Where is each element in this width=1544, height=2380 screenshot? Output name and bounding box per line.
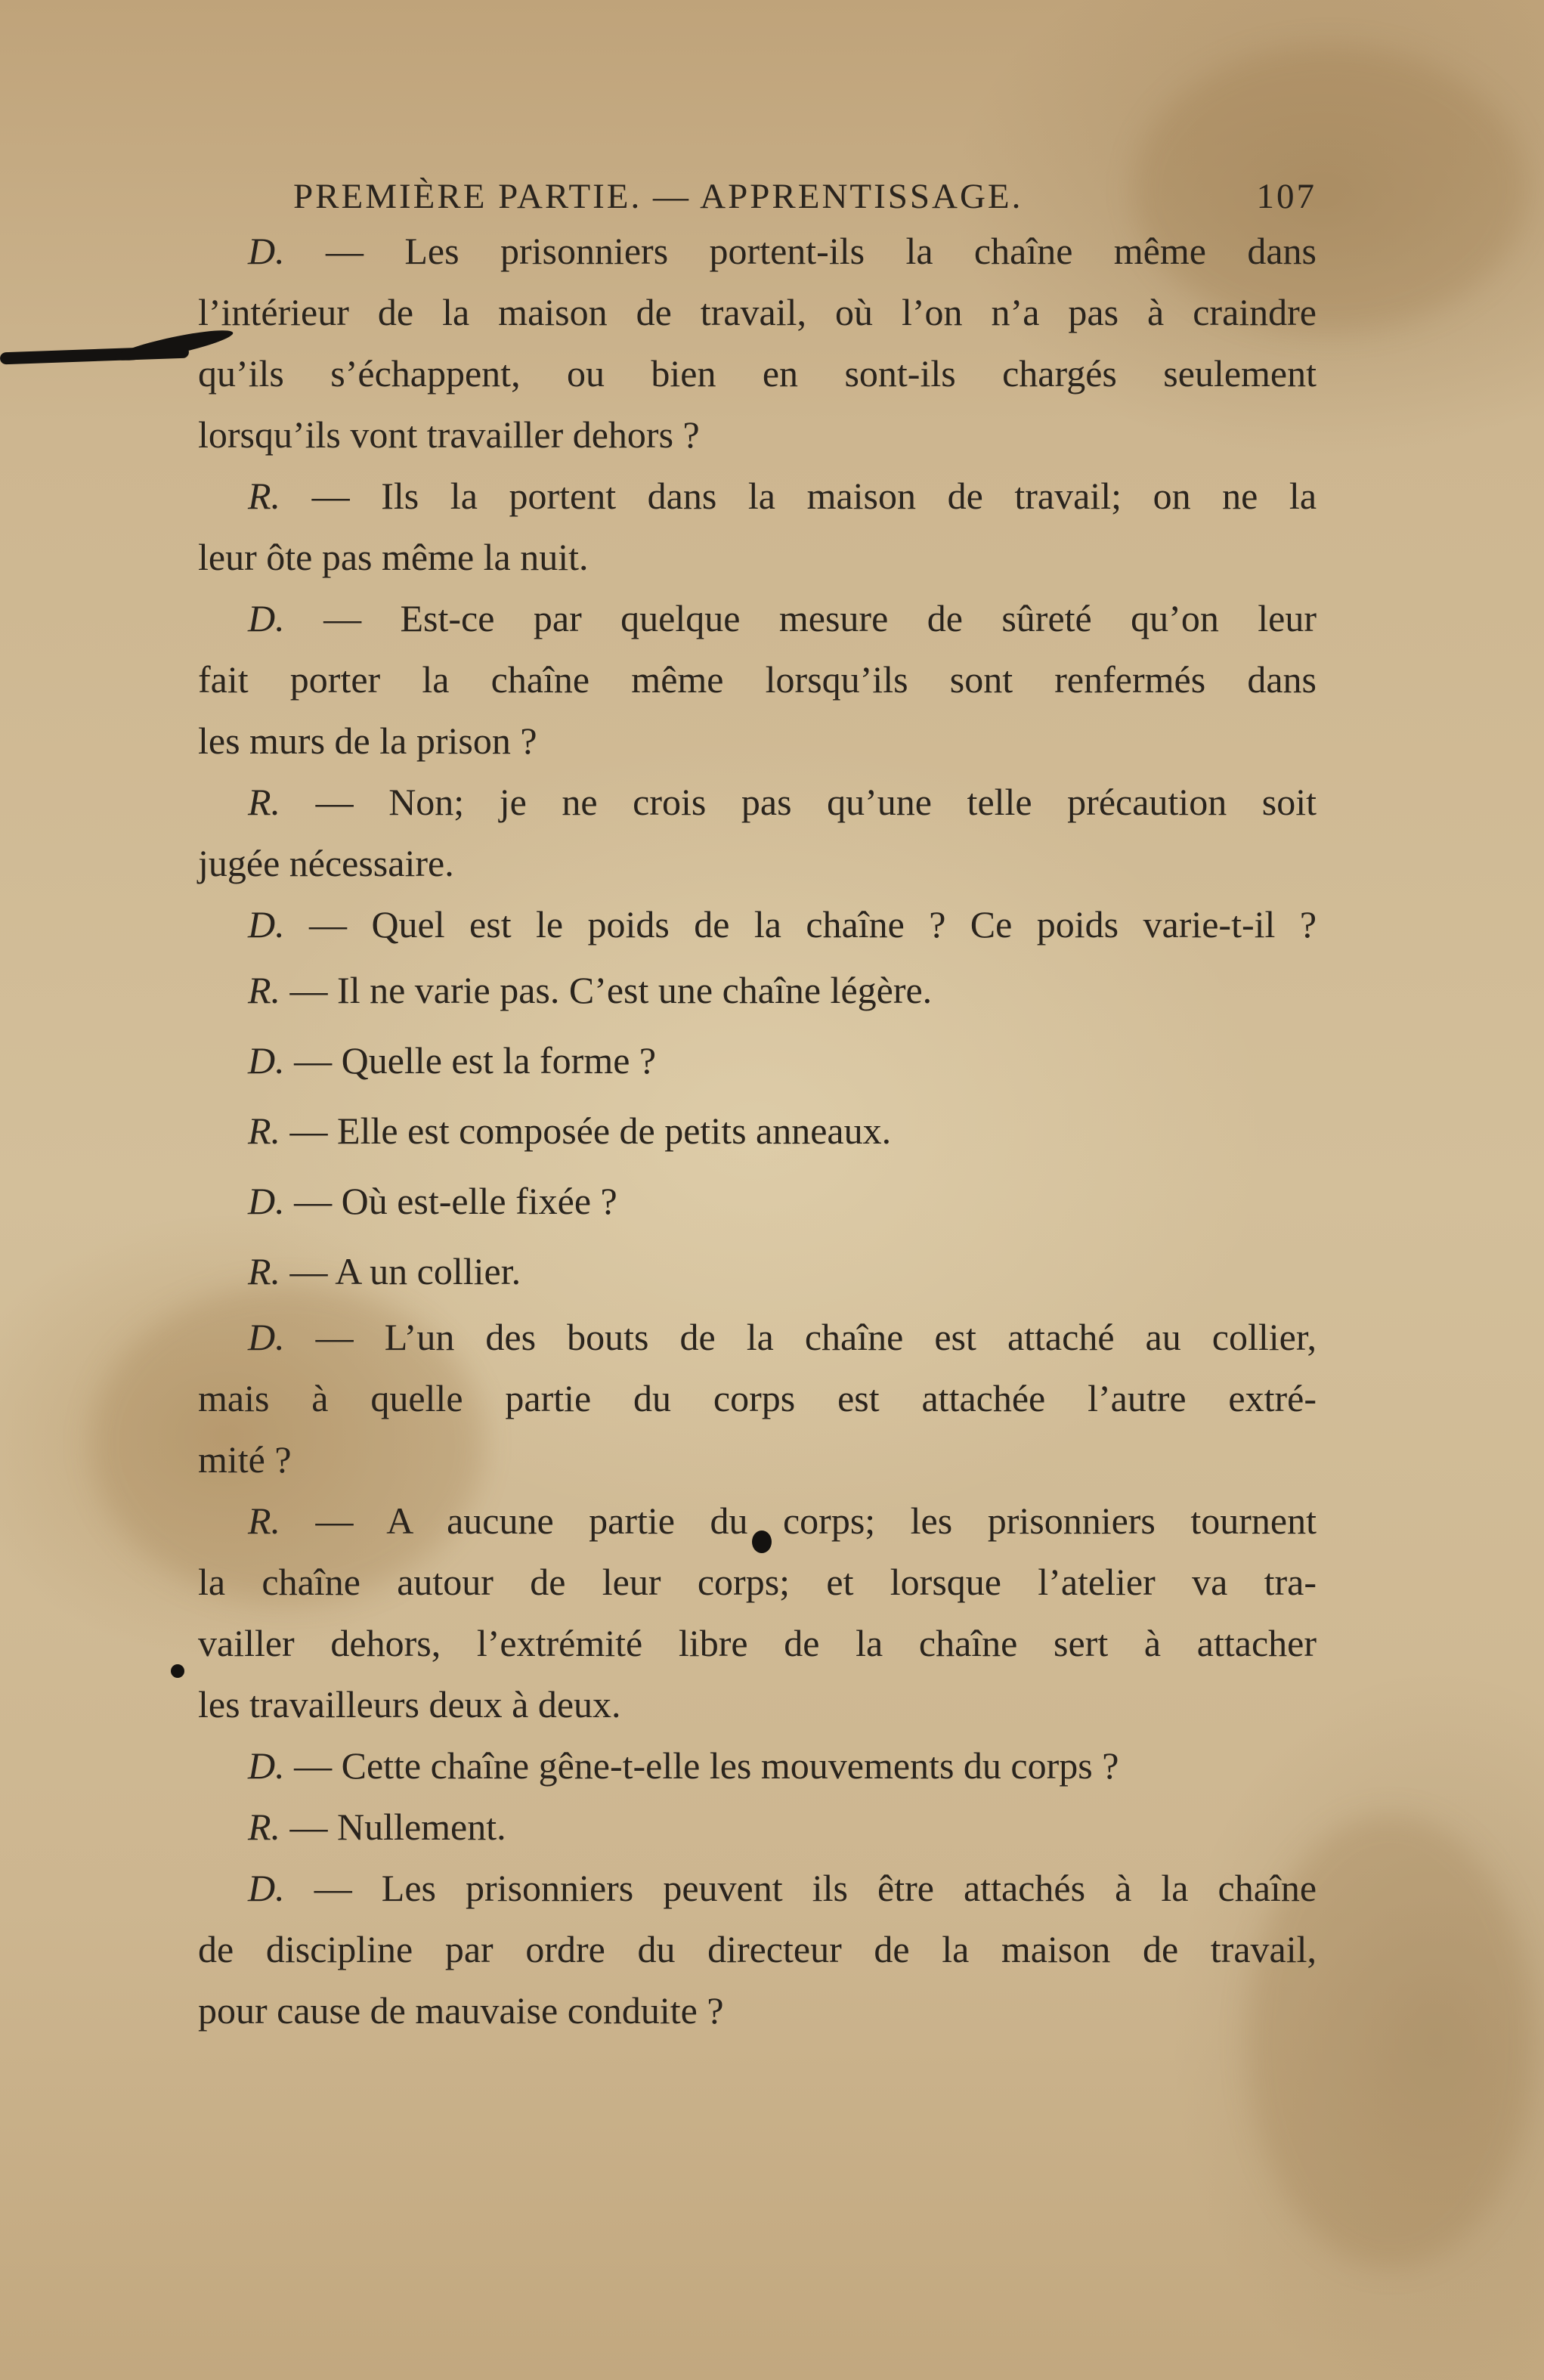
speaker-label: R. <box>248 1806 281 1848</box>
line-text: — Nullement. <box>289 1806 506 1848</box>
speaker-label: R. <box>248 475 281 517</box>
text-line <box>198 466 1317 527</box>
running-title: PREMIÈRE PARTIE. — APPRENTISSAGE. <box>293 177 1023 216</box>
ink-dot <box>171 1664 184 1678</box>
text-line: l’intérieur de la maison de travail, où l’on n’a pas à craindre <box>198 291 1317 333</box>
line-text: — Il ne varie pas. C’est une chaîne légère. <box>289 969 933 1011</box>
text-line: mais à quelle partie du corps est attachée l’autre extré- <box>198 1377 1317 1419</box>
line-text: — Les prisonniers portent-ils la chaîne même dans <box>326 230 1317 272</box>
dialogue-paragraph <box>198 588 1317 772</box>
text-line: fait porter la chaîne même lorsqu’ils sont renfermés dans <box>198 658 1317 701</box>
line-text: — Les prisonniers peuvent ils être attachés à la chaîne <box>314 1867 1317 1909</box>
speaker-label: D. <box>248 1039 285 1082</box>
dialogue-paragraph <box>198 1096 1317 1166</box>
line-text: — Où est-elle fixée ? <box>294 1180 617 1222</box>
text-line: jugée nécessaire. <box>198 842 454 884</box>
line-text: — L’un des bouts de la chaîne est attaché au collier, <box>315 1316 1317 1358</box>
speaker-label: R. <box>248 1110 281 1152</box>
text-line: vailler dehors, l’extrémité libre de la chaîne sert à attacher <box>198 1622 1317 1664</box>
text-line <box>198 772 1317 833</box>
dialogue-paragraph <box>198 1236 1317 1307</box>
line-text: — Elle est composée de petits anneaux. <box>289 1110 892 1152</box>
line-text: — Cette chaîne gêne-t-elle les mouvements du corps ? <box>294 1744 1119 1787</box>
speaker-label: D. <box>248 903 285 946</box>
text-line <box>198 588 1317 649</box>
line-text: — A un collier. <box>289 1250 521 1292</box>
text-line: pour cause de mauvaise conduite ? <box>198 1989 724 2032</box>
dialogue-paragraph <box>198 1797 1317 1858</box>
speaker-label: D. <box>248 597 285 639</box>
line-text: — Ils la portent dans la maison de travail; on ne la <box>311 475 1317 517</box>
dialogue-paragraph <box>198 955 1317 1026</box>
dialogue-paragraph <box>198 466 1317 588</box>
dialogue-paragraph <box>198 1307 1317 1490</box>
dialogue-paragraph <box>198 1166 1317 1236</box>
speaker-label: D. <box>248 230 285 272</box>
line-text: — Quel est le poids de la chaîne ? Ce poids varie-t-il ? <box>309 903 1317 946</box>
line-text: — Quelle est la forme ? <box>294 1039 657 1082</box>
speaker-label: R. <box>248 969 281 1011</box>
line-text: — Non; je ne crois pas qu’une telle précaution soit <box>315 781 1317 823</box>
speaker-label: R. <box>248 1250 281 1292</box>
text-line <box>198 1858 1317 1919</box>
speaker-label: D. <box>248 1744 285 1787</box>
text-line: mité ? <box>198 1438 292 1481</box>
line-text: — A aucune partie du corps; les prisonniers tournent <box>315 1499 1317 1542</box>
line-text: — Est-ce par quelque mesure de sûreté qu’on leur <box>323 597 1317 639</box>
dialogue-paragraph <box>198 221 1317 466</box>
text-line <box>198 1490 1317 1552</box>
dialogue-paragraph <box>198 1026 1317 1096</box>
speaker-label: R. <box>248 781 281 823</box>
text-line: leur ôte pas même la nuit. <box>198 536 589 578</box>
speaker-label: D. <box>248 1180 285 1222</box>
dialogue-paragraph <box>198 1490 1317 1735</box>
speaker-label: R. <box>248 1499 281 1542</box>
dialogue-paragraph <box>198 772 1317 894</box>
dialogue-paragraph <box>198 894 1317 955</box>
text-line: la chaîne autour de leur corps; et lorsque l’atelier va tra- <box>198 1561 1317 1603</box>
speaker-label: D. <box>248 1316 285 1358</box>
text-line: qu’ils s’échappent, ou bien en sont-ils chargés seulement <box>198 352 1317 395</box>
text-line: de discipline par ordre du directeur de la maison de travail, <box>198 1928 1317 1970</box>
text-line: les murs de la prison ? <box>198 720 537 762</box>
dialogue-paragraph <box>198 1858 1317 2041</box>
text-line <box>198 1307 1317 1368</box>
dialogue-paragraph <box>198 1735 1317 1797</box>
text-line <box>198 221 1317 282</box>
text-line: lorsqu’ils vont travailler dehors ? <box>198 413 700 456</box>
running-header <box>198 172 1317 221</box>
text-line: les travailleurs deux à deux. <box>198 1683 621 1725</box>
speaker-label: D. <box>248 1867 285 1909</box>
page-number: 107 <box>1256 177 1317 216</box>
page-text <box>198 172 1317 2041</box>
